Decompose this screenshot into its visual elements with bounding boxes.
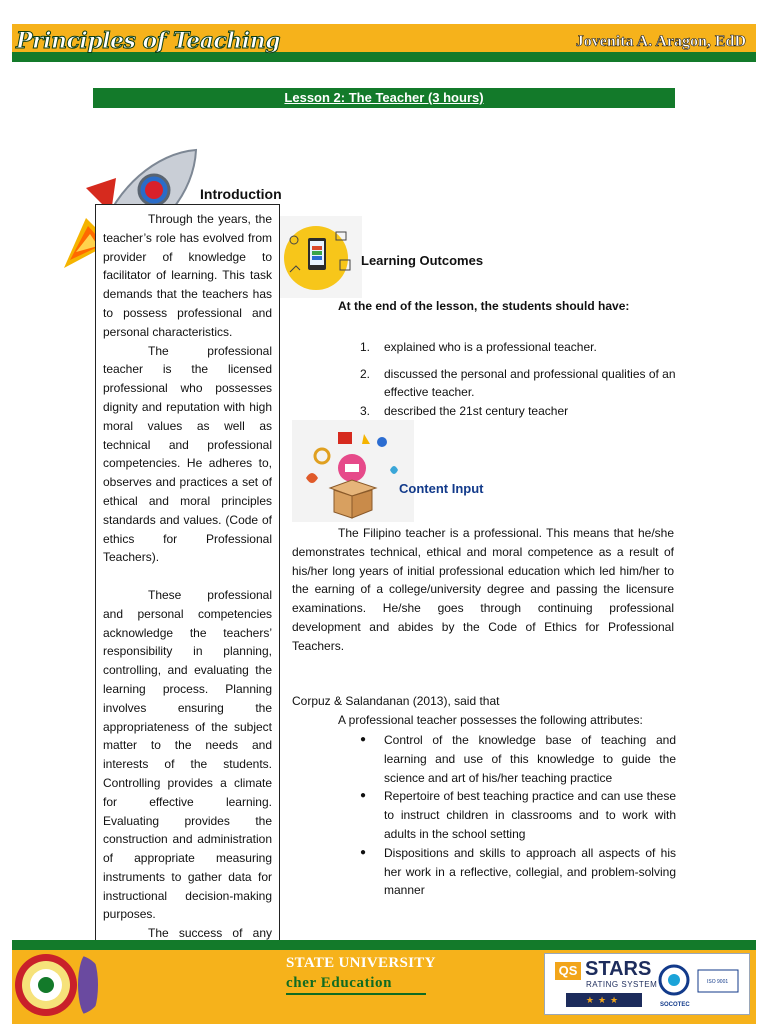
intro-paragraph: Through the years, the teacher’s role has evolved from provider of knowledge to facilitator of learning. This task demands that the teachers has to possess professional and personal characteristics.	[103, 212, 272, 339]
content-input-paragraph: The Filipino teacher is a professional. This means that he/she demonstrates technical, ethical and moral competence as a result of his/her long years of initial professional education which led him/her to the earning of a college/university degree and passing the licensure examinations. He/she goes through continuing professional development and abides by the Code of Ethics for Professional Teachers.	[292, 526, 674, 653]
footer-rule	[12, 940, 756, 950]
intro-paragraph: The professional teacher is the licensed professional who possesses dignity and reputation with high moral values as well as technical and professional competencies. He adheres to, observes and practices a set of ethical and moral principles standards and values. (Code of ethics for Professional Teachers).	[103, 343, 272, 565]
author-name: Jovenita A. Aragon, EdD	[575, 33, 746, 50]
learning-outcomes-heading: Learning Outcomes	[361, 253, 484, 268]
attributes-list	[360, 731, 676, 900]
university-seal-icon	[14, 953, 78, 1017]
socotec-label: SOCOTEC	[660, 1002, 690, 1008]
list-item: ● Dispositions and skills to approach all aspects of his her work in a reflective, collegial, and problem-solving manner	[360, 844, 676, 900]
qs-logo: QS	[555, 962, 581, 980]
introduction-heading: Introduction	[200, 186, 282, 202]
attributes-intro: A professional teacher possesses the following attributes:	[338, 713, 643, 727]
stars-logo-text: STARS	[585, 958, 652, 980]
university-name: STATE UNIVERSITY	[286, 955, 436, 971]
citation-line: Corpuz & Salandanan (2013), said that	[292, 694, 500, 708]
introduction-textbox	[95, 204, 280, 1024]
learning-outcomes-icon	[280, 216, 362, 298]
list-item: ● Control of the knowledge base of teaching and learning and use of this knowledge to guide the science and art of his/her teaching practice	[360, 731, 676, 787]
footer-underline	[286, 993, 426, 995]
list-item: ● Repertoire of best teaching practice and can use these to instruct children in classrooms and to work with adults in the school setting	[360, 787, 676, 843]
iso-label: ISO 9001	[707, 979, 729, 985]
star-rating-strip: ★★★	[566, 993, 642, 1007]
list-item: 1. explained who is a professional teacher.	[360, 340, 597, 354]
college-name: cher Education	[286, 975, 393, 991]
lesson-title: Lesson 2: The Teacher (3 hours)	[284, 90, 484, 105]
content-input-icon	[292, 420, 414, 522]
course-title: Principles of Teaching	[16, 28, 281, 54]
learning-outcomes-list	[360, 338, 676, 428]
list-item: 2. discussed the personal and professional qualities of an effective teacher.	[360, 366, 676, 399]
intro-paragraph: These professional and personal competencies acknowledge the teachers’ responsibility in planning, controlling, and evaluating the learning process. Planning involves ensuring the appropriateness of the subject matter to the needs and interests of the students. Controlling provides a climate for effective learning. Evaluating provides the construction and administration of appropriate measuring instruments to gather data for instructional decision-making purposes.	[103, 587, 272, 922]
learning-outcomes-intro: At the end of the lesson, the students should have:	[338, 299, 630, 313]
content-input-heading: Content Input	[399, 481, 484, 496]
intro-paragraph: The success of any	[148, 926, 272, 941]
college-seal-icon	[78, 953, 98, 1017]
lesson-title-bar	[93, 88, 675, 108]
rating-system-text: RATING SYSTEM	[586, 980, 658, 989]
list-item: 3. described the 21st century teacher	[360, 403, 569, 418]
